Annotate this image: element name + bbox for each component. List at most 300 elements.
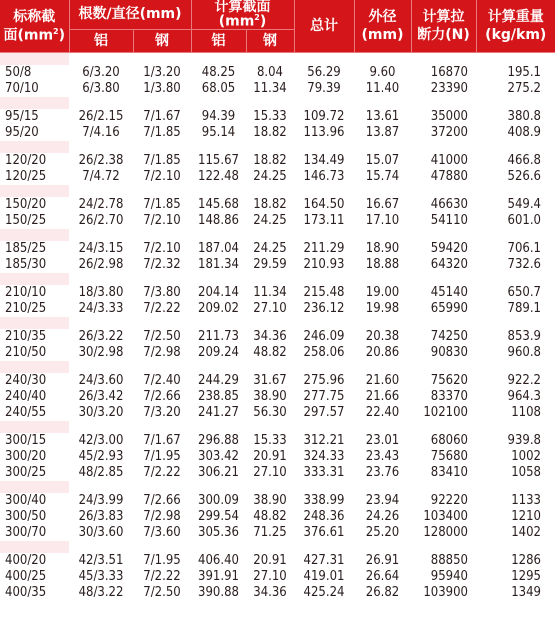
separator-cell xyxy=(69,141,133,153)
superscript-2: 2 xyxy=(254,13,260,22)
separator-cell xyxy=(69,481,133,493)
cell-steel-count-diameter: 7/2.66 xyxy=(143,388,181,404)
cell-steel-area: 71.25 xyxy=(253,524,287,540)
separator-cell xyxy=(354,273,411,285)
cell-weight: 380.8 xyxy=(507,108,541,124)
cell-aluminum-area: 115.67 xyxy=(198,152,239,168)
cell-weight: 853.9 xyxy=(507,328,541,344)
separator-cell xyxy=(133,52,191,65)
cell-weight: 549.4 xyxy=(507,196,541,212)
cell-break-force: 65990 xyxy=(430,300,468,316)
separator-cell xyxy=(476,481,555,493)
cell-outer-diameter: 23.43 xyxy=(365,448,400,464)
cell-aluminum-count-diameter: 26/3.83 xyxy=(78,508,124,524)
cell-steel-area: 34.36 xyxy=(253,584,287,600)
table-row xyxy=(0,257,555,273)
table-row xyxy=(0,493,555,509)
separator-cell xyxy=(354,317,411,329)
cell-aluminum-count-diameter: 45/2.93 xyxy=(78,448,124,464)
header-weight xyxy=(476,0,555,52)
cell-aluminum-area: 300.09 xyxy=(198,492,239,508)
separator-cell xyxy=(69,229,133,241)
cell-total-area: 215.48 xyxy=(303,284,345,300)
header-steel-area: 钢 xyxy=(246,29,294,52)
separator-cell xyxy=(411,481,476,493)
header-aluminum-count: 铝 xyxy=(69,29,133,52)
separator-cell xyxy=(476,141,555,153)
separator-cell xyxy=(0,229,69,241)
cell-break-force: 16870 xyxy=(430,64,468,80)
header-nominal-line1: 标称截 xyxy=(13,8,56,25)
header-outer-diameter xyxy=(354,0,411,52)
separator-cell xyxy=(411,541,476,553)
cell-outer-diameter: 26.64 xyxy=(365,568,400,584)
separator-cell xyxy=(246,317,294,329)
separator-cell xyxy=(354,481,411,493)
separator-cell xyxy=(476,97,555,109)
cell-nominal-section: 70/10 xyxy=(5,80,39,96)
header-calc-area-label: 计算截面(mm xyxy=(214,0,271,30)
cell-aluminum-count-diameter: 48/2.85 xyxy=(78,464,124,480)
cell-total-area: 164.50 xyxy=(303,196,345,212)
cell-steel-count-diameter: 7/2.22 xyxy=(143,300,181,316)
cell-steel-area: 15.33 xyxy=(253,108,287,124)
separator-cell xyxy=(354,141,411,153)
cell-outer-diameter: 18.88 xyxy=(365,256,400,272)
table-row xyxy=(0,509,555,525)
cell-steel-area: 34.36 xyxy=(253,328,287,344)
cell-aluminum-count-diameter: 26/2.98 xyxy=(78,256,124,272)
cell-break-force: 46630 xyxy=(430,196,468,212)
cell-total-area: 275.96 xyxy=(303,372,345,388)
cell-break-force: 90830 xyxy=(430,344,468,360)
cell-aluminum-area: 181.34 xyxy=(198,256,239,272)
cell-aluminum-area: 94.39 xyxy=(201,108,236,124)
separator-cell xyxy=(411,52,476,65)
cell-break-force: 128000 xyxy=(423,524,468,540)
cell-total-area: 173.11 xyxy=(303,212,345,228)
cell-aluminum-count-diameter: 26/3.42 xyxy=(78,388,124,404)
cell-steel-area: 48.82 xyxy=(253,508,287,524)
header-outer-diameter-line1: 外径 xyxy=(368,8,397,25)
table-row xyxy=(0,285,555,301)
cell-aluminum-count-diameter: 24/3.33 xyxy=(78,300,124,316)
separator-cell xyxy=(246,421,294,433)
separator-cell xyxy=(69,97,133,109)
group-separator xyxy=(0,273,555,285)
cell-aluminum-area: 204.14 xyxy=(198,284,239,300)
table-row xyxy=(0,65,555,81)
table-row xyxy=(0,585,555,601)
group-separator xyxy=(0,52,555,65)
cell-steel-area: 8.04 xyxy=(256,64,284,80)
cell-total-area: 338.99 xyxy=(303,492,345,508)
cell-nominal-section: 300/70 xyxy=(5,524,47,540)
cell-nominal-section: 185/25 xyxy=(5,240,47,256)
separator-cell xyxy=(246,361,294,373)
cell-aluminum-area: 296.88 xyxy=(198,432,239,448)
table-row xyxy=(0,525,555,541)
cell-nominal-section: 95/20 xyxy=(5,124,39,140)
cell-outer-diameter: 15.74 xyxy=(365,168,400,184)
cell-break-force: 68060 xyxy=(430,432,468,448)
separator-cell xyxy=(191,52,246,65)
cell-aluminum-count-diameter: 48/3.22 xyxy=(78,584,124,600)
separator-cell xyxy=(191,421,246,433)
group-separator xyxy=(0,541,555,553)
header-nominal-section xyxy=(0,0,69,52)
cell-total-area: 210.93 xyxy=(303,256,345,272)
cell-nominal-section: 210/10 xyxy=(5,284,47,300)
separator-cell xyxy=(476,229,555,241)
cell-aluminum-count-diameter: 7/4.16 xyxy=(82,124,120,140)
separator-cell xyxy=(411,185,476,197)
cell-steel-area: 56.30 xyxy=(253,404,287,420)
separator-cell xyxy=(476,185,555,197)
header-outer-diameter-line2: (mm) xyxy=(361,26,404,43)
cell-outer-diameter: 18.90 xyxy=(365,240,400,256)
cell-weight: 1210 xyxy=(511,508,541,524)
table-row xyxy=(0,389,555,405)
cell-steel-area: 31.67 xyxy=(253,372,287,388)
cell-aluminum-area: 48.25 xyxy=(201,64,236,80)
table-row xyxy=(0,125,555,141)
cell-total-area: 246.09 xyxy=(303,328,345,344)
cell-steel-count-diameter: 7/2.98 xyxy=(143,344,181,360)
cell-total-area: 297.57 xyxy=(303,404,345,420)
group-separator xyxy=(0,97,555,109)
cell-steel-area: 11.34 xyxy=(253,80,287,96)
cell-outer-diameter: 23.94 xyxy=(365,492,400,508)
cell-weight: 1402 xyxy=(511,524,541,540)
cell-nominal-section: 240/55 xyxy=(5,404,47,420)
cell-aluminum-area: 241.27 xyxy=(198,404,239,420)
header-count-diameter: 根数/直径(mm) xyxy=(69,0,191,29)
cell-break-force: 35000 xyxy=(430,108,468,124)
group-separator xyxy=(0,421,555,433)
cell-steel-area: 38.90 xyxy=(253,492,287,508)
separator-cell xyxy=(69,361,133,373)
cell-nominal-section: 120/25 xyxy=(5,168,47,184)
cell-break-force: 75620 xyxy=(430,372,468,388)
cell-aluminum-area: 148.86 xyxy=(198,212,239,228)
table-body xyxy=(0,52,555,601)
cell-aluminum-count-diameter: 42/3.00 xyxy=(78,432,124,448)
cell-steel-count-diameter: 7/2.10 xyxy=(143,240,181,256)
cell-steel-area: 20.91 xyxy=(253,448,287,464)
separator-cell xyxy=(69,185,133,197)
separator-cell xyxy=(191,229,246,241)
separator-cell xyxy=(476,273,555,285)
cell-outer-diameter: 11.40 xyxy=(365,80,400,96)
cell-weight: 650.7 xyxy=(507,284,541,300)
cell-weight: 601.0 xyxy=(507,212,541,228)
header-break-force-line2: 断力(N) xyxy=(417,26,470,43)
cell-aluminum-count-diameter: 42/3.51 xyxy=(78,552,124,568)
separator-cell xyxy=(0,141,69,153)
cell-weight: 1286 xyxy=(511,552,541,568)
cell-outer-diameter: 15.07 xyxy=(365,152,400,168)
cell-total-area: 134.49 xyxy=(303,152,345,168)
cell-aluminum-area: 95.14 xyxy=(201,124,236,140)
cell-aluminum-area: 238.85 xyxy=(198,388,239,404)
cell-steel-area: 11.34 xyxy=(253,284,287,300)
separator-cell xyxy=(294,361,354,373)
cell-total-area: 324.33 xyxy=(303,448,345,464)
separator-cell xyxy=(294,185,354,197)
cell-nominal-section: 150/25 xyxy=(5,212,47,228)
separator-cell xyxy=(69,52,133,65)
separator-cell xyxy=(0,185,69,197)
separator-cell xyxy=(133,97,191,109)
cell-nominal-section: 300/50 xyxy=(5,508,47,524)
separator-cell xyxy=(0,317,69,329)
separator-cell xyxy=(0,481,69,493)
cell-weight: 275.2 xyxy=(507,80,541,96)
cell-steel-count-diameter: 7/2.32 xyxy=(143,256,181,272)
cell-break-force: 102100 xyxy=(423,404,468,420)
cell-aluminum-count-diameter: 26/2.38 xyxy=(78,152,124,168)
table-row xyxy=(0,329,555,345)
separator-cell xyxy=(411,229,476,241)
cell-weight: 1133 xyxy=(511,492,541,508)
separator-cell xyxy=(294,421,354,433)
cell-nominal-section: 400/25 xyxy=(5,568,47,584)
cell-steel-area: 18.82 xyxy=(253,152,287,168)
separator-cell xyxy=(294,141,354,153)
cell-steel-area: 24.25 xyxy=(253,168,287,184)
header-nominal-line2: 面(mm xyxy=(3,27,54,44)
separator-cell xyxy=(191,141,246,153)
separator-cell xyxy=(0,421,69,433)
separator-cell xyxy=(133,421,191,433)
table-row xyxy=(0,465,555,481)
cell-break-force: 103400 xyxy=(423,508,468,524)
separator-cell xyxy=(0,52,69,65)
separator-cell xyxy=(191,185,246,197)
separator-cell xyxy=(411,273,476,285)
cell-weight: 195.1 xyxy=(507,64,541,80)
cell-outer-diameter: 23.01 xyxy=(365,432,400,448)
cell-aluminum-count-diameter: 24/3.60 xyxy=(78,372,124,388)
cell-steel-count-diameter: 7/2.10 xyxy=(143,168,181,184)
cell-steel-count-diameter: 7/2.10 xyxy=(143,212,181,228)
cell-break-force: 83410 xyxy=(430,464,468,480)
separator-cell xyxy=(246,97,294,109)
cell-total-area: 248.36 xyxy=(303,508,345,524)
cell-aluminum-area: 305.36 xyxy=(198,524,239,540)
separator-cell xyxy=(0,541,69,553)
cell-break-force: 92220 xyxy=(430,492,468,508)
separator-cell xyxy=(476,421,555,433)
separator-cell xyxy=(246,185,294,197)
cell-steel-count-diameter: 7/2.22 xyxy=(143,568,181,584)
cell-weight: 960.8 xyxy=(507,344,541,360)
cell-total-area: 56.29 xyxy=(307,64,341,80)
cell-total-area: 79.39 xyxy=(307,80,341,96)
separator-cell xyxy=(133,229,191,241)
cell-break-force: 64320 xyxy=(430,256,468,272)
cell-aluminum-area: 211.73 xyxy=(198,328,239,344)
cell-steel-count-diameter: 1/3.80 xyxy=(143,80,181,96)
cell-steel-count-diameter: 7/1.85 xyxy=(143,152,181,168)
table-row xyxy=(0,109,555,125)
cell-outer-diameter: 23.76 xyxy=(365,464,400,480)
separator-cell xyxy=(476,361,555,373)
cell-aluminum-area: 145.68 xyxy=(198,196,239,212)
cell-break-force: 95940 xyxy=(430,568,468,584)
cell-aluminum-area: 68.05 xyxy=(201,80,236,96)
cell-aluminum-area: 406.40 xyxy=(198,552,239,568)
cell-aluminum-count-diameter: 7/4.72 xyxy=(82,168,120,184)
separator-cell xyxy=(294,97,354,109)
separator-cell xyxy=(476,52,555,65)
group-separator xyxy=(0,317,555,329)
cell-break-force: 83370 xyxy=(430,388,468,404)
table-row xyxy=(0,153,555,169)
cell-aluminum-area: 187.04 xyxy=(198,240,239,256)
cell-aluminum-count-diameter: 30/3.20 xyxy=(78,404,124,420)
separator-cell xyxy=(294,229,354,241)
separator-cell xyxy=(191,481,246,493)
header-total: 总计 xyxy=(294,0,354,52)
cell-nominal-section: 95/15 xyxy=(5,108,39,124)
separator-cell xyxy=(294,52,354,65)
cell-nominal-section: 210/35 xyxy=(5,328,47,344)
cell-aluminum-area: 306.21 xyxy=(198,464,239,480)
separator-cell xyxy=(294,273,354,285)
cell-weight: 964.3 xyxy=(507,388,541,404)
cell-outer-diameter: 22.40 xyxy=(365,404,400,420)
header-break-force-line1: 计算拉 xyxy=(422,8,465,25)
cell-nominal-section: 240/30 xyxy=(5,372,47,388)
group-separator xyxy=(0,229,555,241)
cell-total-area: 236.12 xyxy=(303,300,345,316)
cell-outer-diameter: 13.61 xyxy=(365,108,400,124)
cell-steel-area: 24.25 xyxy=(253,240,287,256)
separator-cell xyxy=(354,541,411,553)
cell-break-force: 23390 xyxy=(430,80,468,96)
cell-aluminum-area: 209.24 xyxy=(198,344,239,360)
cell-aluminum-count-diameter: 26/3.22 xyxy=(78,328,124,344)
cell-weight: 526.6 xyxy=(507,168,541,184)
header-nominal-line2-wrap: 面$(mm^2)$ xyxy=(3,26,66,44)
header-weight-line1: 计算重量 xyxy=(487,8,544,25)
separator-cell xyxy=(133,273,191,285)
cell-nominal-section: 400/35 xyxy=(5,584,47,600)
cell-weight: 922.2 xyxy=(507,372,541,388)
cell-break-force: 54110 xyxy=(430,212,468,228)
cell-aluminum-count-diameter: 6/3.80 xyxy=(82,80,120,96)
cell-steel-count-diameter: 7/1.85 xyxy=(143,124,181,140)
group-separator xyxy=(0,361,555,373)
cell-nominal-section: 300/40 xyxy=(5,492,47,508)
cell-aluminum-count-diameter: 24/2.78 xyxy=(78,196,124,212)
header-steel-count: 钢 xyxy=(133,29,191,52)
cell-aluminum-area: 122.48 xyxy=(198,168,239,184)
separator-cell xyxy=(0,97,69,109)
cell-weight: 789.1 xyxy=(507,300,541,316)
separator-cell xyxy=(191,317,246,329)
cell-nominal-section: 240/40 xyxy=(5,388,47,404)
cell-steel-count-diameter: 7/1.67 xyxy=(143,108,181,124)
cell-outer-diameter: 13.87 xyxy=(365,124,400,140)
separator-cell xyxy=(69,273,133,285)
cell-break-force: 37200 xyxy=(430,124,468,140)
header-calc-area: 计算截面$(mm^2)$ xyxy=(191,0,294,29)
cell-total-area: 419.01 xyxy=(303,568,345,584)
cell-outer-diameter: 9.60 xyxy=(369,64,396,80)
cell-outer-diameter: 17.10 xyxy=(365,212,400,228)
cell-nominal-section: 400/20 xyxy=(5,552,47,568)
cell-weight: 939.8 xyxy=(507,432,541,448)
separator-cell xyxy=(0,273,69,285)
separator-cell xyxy=(246,541,294,553)
cell-aluminum-count-diameter: 30/2.98 xyxy=(78,344,124,360)
separator-cell xyxy=(191,541,246,553)
cell-outer-diameter: 24.26 xyxy=(365,508,400,524)
cell-steel-count-diameter: 7/2.50 xyxy=(143,584,181,600)
cell-nominal-section: 120/20 xyxy=(5,152,47,168)
separator-cell xyxy=(354,185,411,197)
separator-cell xyxy=(133,361,191,373)
cell-aluminum-count-diameter: 24/3.99 xyxy=(78,492,124,508)
cell-steel-count-diameter: 7/2.50 xyxy=(143,328,181,344)
cell-weight: 408.9 xyxy=(507,124,541,140)
separator-cell xyxy=(133,481,191,493)
cell-outer-diameter: 21.60 xyxy=(365,372,400,388)
cell-outer-diameter: 25.20 xyxy=(365,524,400,540)
cell-aluminum-area: 299.54 xyxy=(198,508,239,524)
cell-nominal-section: 210/25 xyxy=(5,300,47,316)
cell-steel-count-diameter: 7/1.95 xyxy=(143,552,181,568)
cell-weight: 732.6 xyxy=(507,256,541,272)
cell-outer-diameter: 20.86 xyxy=(365,344,400,360)
cell-total-area: 109.72 xyxy=(303,108,345,124)
separator-cell xyxy=(69,541,133,553)
separator-cell xyxy=(191,273,246,285)
cell-aluminum-count-diameter: 45/3.33 xyxy=(78,568,124,584)
header-break-force xyxy=(411,0,476,52)
cell-aluminum-count-diameter: 6/3.20 xyxy=(82,64,120,80)
separator-cell xyxy=(354,421,411,433)
cell-steel-area: 38.90 xyxy=(253,388,287,404)
superscript-2: 2 xyxy=(53,26,59,36)
separator-cell xyxy=(191,361,246,373)
cell-nominal-section: 300/25 xyxy=(5,464,47,480)
cell-break-force: 59420 xyxy=(430,240,468,256)
cell-weight: 1349 xyxy=(511,584,541,600)
separator-cell xyxy=(246,141,294,153)
header-aluminum-area: 铝 xyxy=(191,29,246,52)
group-separator xyxy=(0,481,555,493)
cell-outer-diameter: 16.67 xyxy=(365,196,400,212)
cell-break-force: 74250 xyxy=(430,328,468,344)
cell-total-area: 333.31 xyxy=(303,464,345,480)
cell-steel-count-diameter: 7/2.22 xyxy=(143,464,181,480)
separator-cell xyxy=(133,317,191,329)
separator-cell xyxy=(411,97,476,109)
cell-steel-area: 27.10 xyxy=(253,464,287,480)
cell-break-force: 41000 xyxy=(430,152,468,168)
cell-weight: 466.8 xyxy=(507,152,541,168)
cell-total-area: 258.06 xyxy=(303,344,345,360)
cell-nominal-section: 210/50 xyxy=(5,344,47,360)
separator-cell xyxy=(354,97,411,109)
cell-break-force: 45140 xyxy=(430,284,468,300)
separator-cell xyxy=(476,317,555,329)
separator-cell xyxy=(133,541,191,553)
